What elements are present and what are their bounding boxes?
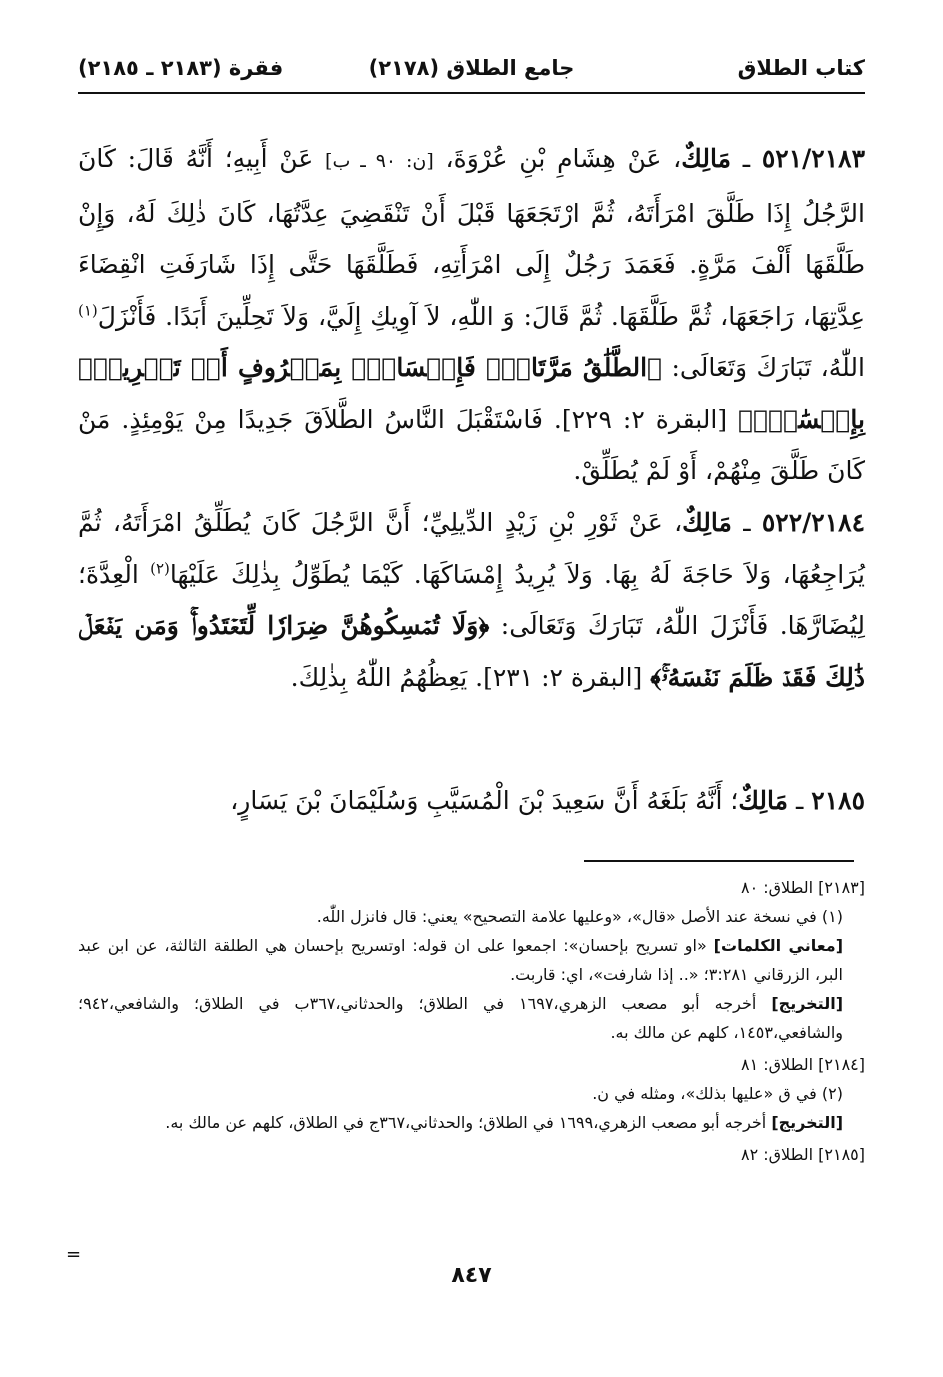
manuscript-marker: [ن: ٩٠ ـ ب] <box>325 150 434 172</box>
hadith-text: الْعِدَّةَ؛ لِيُضَارَّهَا. فَأَنْزَلَ اللّٰهُ، تَبَارَكَ وَتَعَالَى: <box>78 559 865 640</box>
verse-citation: [البقرة ٢: ٢٣١] <box>483 662 651 692</box>
margin-mark: = <box>66 1244 82 1265</box>
running-header <box>78 50 865 90</box>
narrator-name: مَالِكٌ <box>681 144 731 173</box>
footnote-rule <box>584 860 854 862</box>
header-chapter-title: (٢١٧٨) جامع الطلاق <box>368 56 575 80</box>
footnote-ref: (٢) <box>150 559 170 578</box>
page-number: ٨٤٧ <box>451 1263 492 1288</box>
hadith-text: ؛ أَنَّهُ بَلَغَهُ أَنَّ سَعِيدَ بْنَ الْمُسَيَّبِ وَسُلَيْمَانَ بْنَ يَسَارٍ، <box>230 786 739 815</box>
hadith-number: ٥٢١/٢١٨٣ <box>761 144 865 173</box>
footnotes <box>78 873 865 1169</box>
header-rule <box>78 92 865 94</box>
quran-verse: ﴿الطَّلَٰقُ مَرَّتَانِۖ فَإِمۡسَاكُۢ بِمَعۡرُوفٍ أَوۡ تَسۡرِيحُۢ بِإِحۡسَٰنٖۗ﴾ <box>78 353 865 434</box>
hadith-number: ٥٢٢/٢١٨٤ <box>761 508 865 537</box>
takhrij-note-2184 <box>78 1108 865 1137</box>
hadith-text: . فَاسْتَقْبَلَ النَّاسُ الطَّلاَقَ جَدِيدًا مِنْ يَوْمِئِذٍ. مَنْ كَانَ طَلَّقَ مِنْهُمْ، أَوْ لَمْ يُطَلِّقْ. <box>78 404 865 485</box>
takhrij-text: أخرجه أبو مصعب الزهري،١٦٩٩ في الطلاق؛ والحدثاني،٣٦٧ج في الطلاق، كلهم عن مالك به. <box>165 1113 772 1132</box>
narrator-name: مَالِكٌ <box>738 786 789 815</box>
hadith-2183 <box>78 133 865 493</box>
narrator-name: مَالِكٌ <box>682 508 732 537</box>
header-paragraph-range: (٢١٨٣ ـ ٢١٨٥) فقرة <box>78 56 284 80</box>
hadith-2185 <box>78 775 865 827</box>
quran-verse: ﴿وَلَا تُمۡسِكُوهُنَّ ضِرَارٗا لِّتَعۡتَدُواْۚ وَمَن يَفۡعَلۡ ذَٰلِكَ فَقَدۡ ظَلَمَ نَفۡسَهُۥۚ﴾ <box>78 611 865 692</box>
takhrij-note-2183 <box>78 989 865 1047</box>
hadith-2184 <box>78 497 865 755</box>
footnote-1: (١) في نسخة عند الأصل «قال»، «وعليها علامة التصحيح» يعني: قال فانزل اللّٰه. <box>316 907 843 926</box>
note-heading-2184: [٢١٨٤] الطلاق: ٨١ <box>740 1055 865 1074</box>
meanings-label: [معاني الكلمات] <box>713 936 843 955</box>
hadith-text: عَنْ أَبِيهِ؛ أَنَّهُ قَالَ: كَانَ الرَّجُلُ إِذَا طَلَّقَ امْرَأَتَهُ، ثُمَّ ارْتَجَعَهَا قَبْلَ أَنْ تَنْقَضِيَ عِدَّتُهَا، كَانَ ذٰلِكَ لَهُ، وَإِنْ طَلَّقَهَا أَلْفَ مَرَّةٍ. فَعَمَدَ رَجُلٌ إِلَى امْرَأَتِهِ، فَطَلَّقَهَا حَتَّى إِذَا شَارَفَتِ انْقِضَاءَ عِدَّتِهَا، رَاجَعَهَا، ثُمَّ طَلَّقَهَا. ثُمَّ قَالَ: وَ اللّٰهِ، لاَ آوِيكِ إِلَيَّ، وَلاَ تَحِلِّينَ أَبَدًا. فَأَنْزَلَ <box>78 144 865 331</box>
footnote-ref: (١) <box>78 301 98 320</box>
main-text <box>78 133 865 827</box>
takhrij-label: [التخريج] <box>771 994 844 1013</box>
note-heading-2185: [٢١٨٥] الطلاق: ٨٢ <box>740 1145 865 1164</box>
dash: ـ <box>788 786 812 815</box>
isnad: ، عَنْ هِشَامِ بْنِ عُرْوَةَ، <box>433 144 682 173</box>
hadith-number: ٢١٨٥ <box>811 786 865 815</box>
verse-citation: [البقرة ٢: ٢٢٩] <box>561 404 739 434</box>
word-meanings-note <box>78 931 865 989</box>
hadith-text: . يَعِظُهُمُ اللّٰهُ بِذٰلِكَ. <box>290 662 484 692</box>
hadith-text: ، عَنْ ثَوْرِ بْنِ زَيْدٍ الدِّيلِيِّ؛ أَنَّ الرَّجُلَ كَانَ يُطَلِّقُ امْرَأَتَهُ، ثُمَّ يُرَاجِعُهَا، وَلاَ حَاجَةَ لَهُ بِهَا. وَلاَ يُرِيدُ إِمْسَاكَهَا. كَيْمَا يُطَوِّلُ بِذٰلِكَ عَلَيْهَا <box>78 508 865 589</box>
takhrij-label: [التخريج] <box>771 1113 843 1132</box>
takhrij-text: أخرجه أبو مصعب الزهري،١٦٩٧ في الطلاق؛ والحدثاني،٣٦٧ب في الطلاق؛ والشافعي،٩٤٢؛ والشافعي،١٤٥٣، كلهم عن مالك به. <box>78 994 843 1042</box>
dash: ـ <box>730 144 762 173</box>
hadith-text: اللّٰهُ، تَبَارَكَ وَتَعَالَى: <box>662 353 865 382</box>
dash: ـ <box>731 508 762 537</box>
header-book-title: كتاب الطلاق <box>737 56 865 80</box>
note-heading-2183: [٢١٨٣] الطلاق: ٨٠ <box>740 878 865 897</box>
meanings-text: «او تسريح بإحسان»: اجمعوا على ان قوله: اوتسريح بإحسان هي الطلقة الثالثة، عن ابن عبد البر، الزرقاني ٣:٢٨١؛ «.. إذا شارفت»، اي: قاربت. <box>78 936 843 984</box>
footnote-2: (٢) في ق «عليها بذلك»، ومثله في ن. <box>592 1084 843 1103</box>
